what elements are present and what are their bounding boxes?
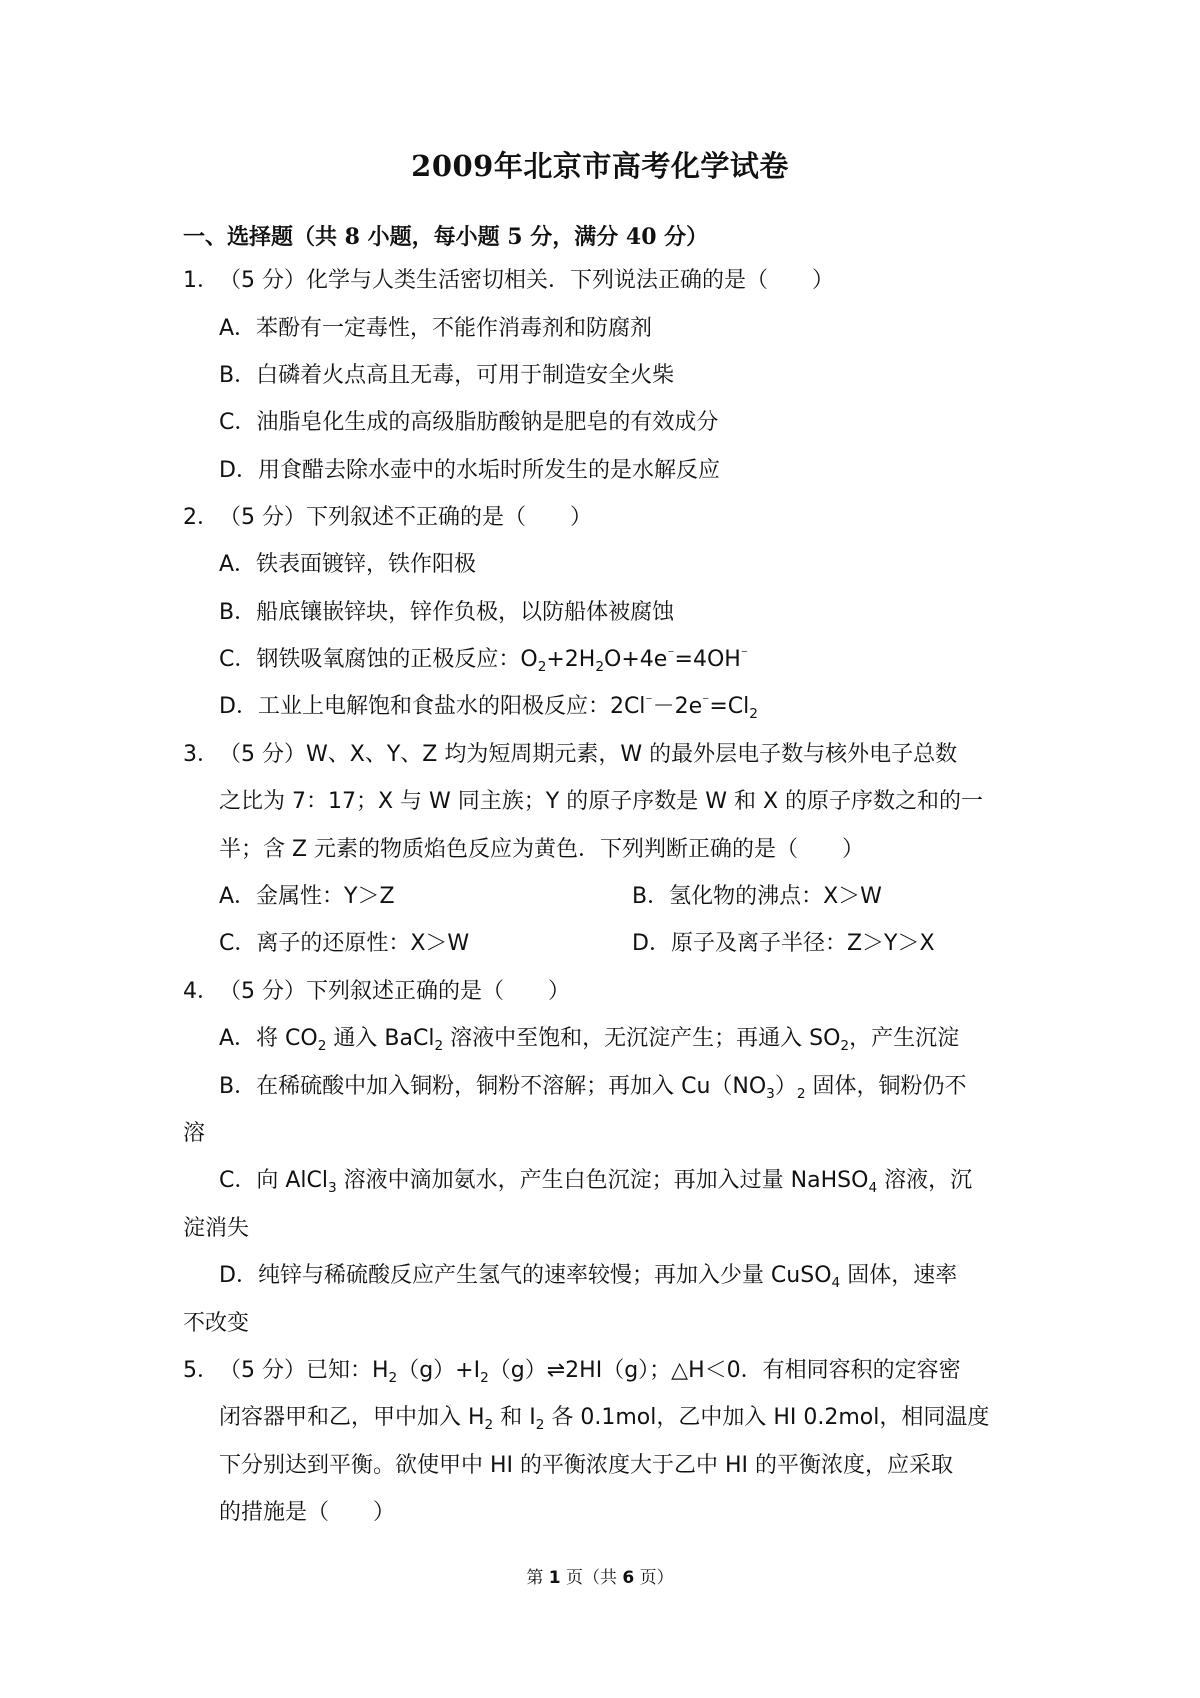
question-3-stem-line-2: 之比为 7：17；X 与 W 同主族；Y 的原子序数是 W 和 X 的原子序数之和的一 [219,789,984,814]
question-number: 4． [183,979,219,1004]
q3-option-a: A．金属性：Y＞Z [219,884,395,909]
q4-option-c: C．向 AlCl$_3$ 溶液中滴加氨水，产生白色沉淀；再加入过量 NaHSO$_4$ 溶液，沉 [219,1168,973,1196]
question-5-stem-line-2: 闭容器甲和乙，甲中加入 $H_2$ 和 $I_2$ 各 0.1mol，乙中加入 HI 0.2mol，相同温度 [219,1405,990,1433]
question-5-stem-line-3: 下分别达到平衡。欲使甲中 HI 的平衡浓度大于乙中 HI 的平衡浓度，应采取 [219,1453,954,1478]
q1-option-c: C．油脂皂化生成的高级脂肪酸钠是肥皂的有效成分 [219,410,719,435]
page-footer: 第 1 页（共 6 页） [526,1568,674,1588]
question-5-stem: 5．（5 分）已知：$H_2(g)+I_2(g)\rightleftharpoons 2HI(g)$；△H＜0．有相同容积的定容密 [183,1358,961,1386]
q2-option-b: B．船底镶嵌锌块，锌作负极，以防船体被腐蚀 [219,600,675,625]
question-number: 5． [183,1358,219,1383]
q1-option-a: A．苯酚有一定毒性，不能作消毒剂和防腐剂 [219,316,653,341]
question-3-stem: 3．（5 分）W、X、Y、Z 均为短周期元素，W 的最外层电子数与核外电子总数 [183,740,957,770]
q4-option-c-continued: 淀消失 [183,1216,250,1241]
question-number: 3． [183,742,219,767]
q1-option-b: B．白磷着火点高且无毒，可用于制造安全火柴 [219,363,675,388]
q2-option-a: A．铁表面镀锌，铁作阳极 [219,552,477,577]
q4-option-b-continued: 溶 [183,1121,206,1146]
section-heading: 一、选择题（共 8 小题，每小题 5 分，满分 40 分） [183,224,709,250]
question-4-stem: 4．（5 分）下列叙述正确的是（ ） [183,977,570,1007]
question-2-stem: 2．（5 分）下列叙述不正确的是（ ） [183,503,592,533]
q3-option-c: C．离子的还原性：X＞W [219,931,470,956]
question-number: 2． [183,505,219,530]
q4-option-d-continued: 不改变 [183,1311,250,1336]
page-total: 6 [622,1568,635,1588]
q4-option-d: D．纯锌与稀硫酸反应产生氢气的速率较慢；再加入少量 CuSO$_4$ 固体，速率 [219,1263,958,1291]
q3-option-d: D．原子及离子半径：Z＞Y＞X [632,931,935,956]
q1-option-d: D．用食醋去除水壶中的水垢时所发生的是水解反应 [219,458,720,483]
question-number: 1． [183,268,219,293]
q3-option-b: B．氢化物的沸点：X＞W [632,884,882,909]
question-3-stem-line-3: 半；含 Z 元素的物质焰色反应为黄色．下列判断正确的是（ ） [219,837,865,862]
question-5-stem-line-4: 的措施是（ ） [219,1500,396,1525]
question-1-stem: 1．（5 分）化学与人类生活密切相关．下列说法正确的是（ ） [183,266,834,296]
page-title: 2009年北京市高考化学试卷 [411,149,789,183]
q4-option-a: A．将 $CO_2$ 通入 BaCl$_2$ 溶液中至饱和，无沉淀产生；再通入 $SO_2$，产生沉淀 [219,1026,960,1054]
q2-option-d: D．工业上电解饱和食盐水的阳极反应：$2Cl^{^-}-2e^{^-}=Cl_2$ [219,693,758,722]
q2-option-c: C．钢铁吸氧腐蚀的正极反应：$O_2+2H_2O+4e^{^-}=4OH^{^-}$ [219,646,749,675]
page-number: 1 [548,1568,561,1588]
q4-option-b: B．在稀硫酸中加入铜粉，铜粉不溶解；再加入 $Cu(NO_3)_2$ 固体，铜粉仍不 [219,1074,967,1102]
